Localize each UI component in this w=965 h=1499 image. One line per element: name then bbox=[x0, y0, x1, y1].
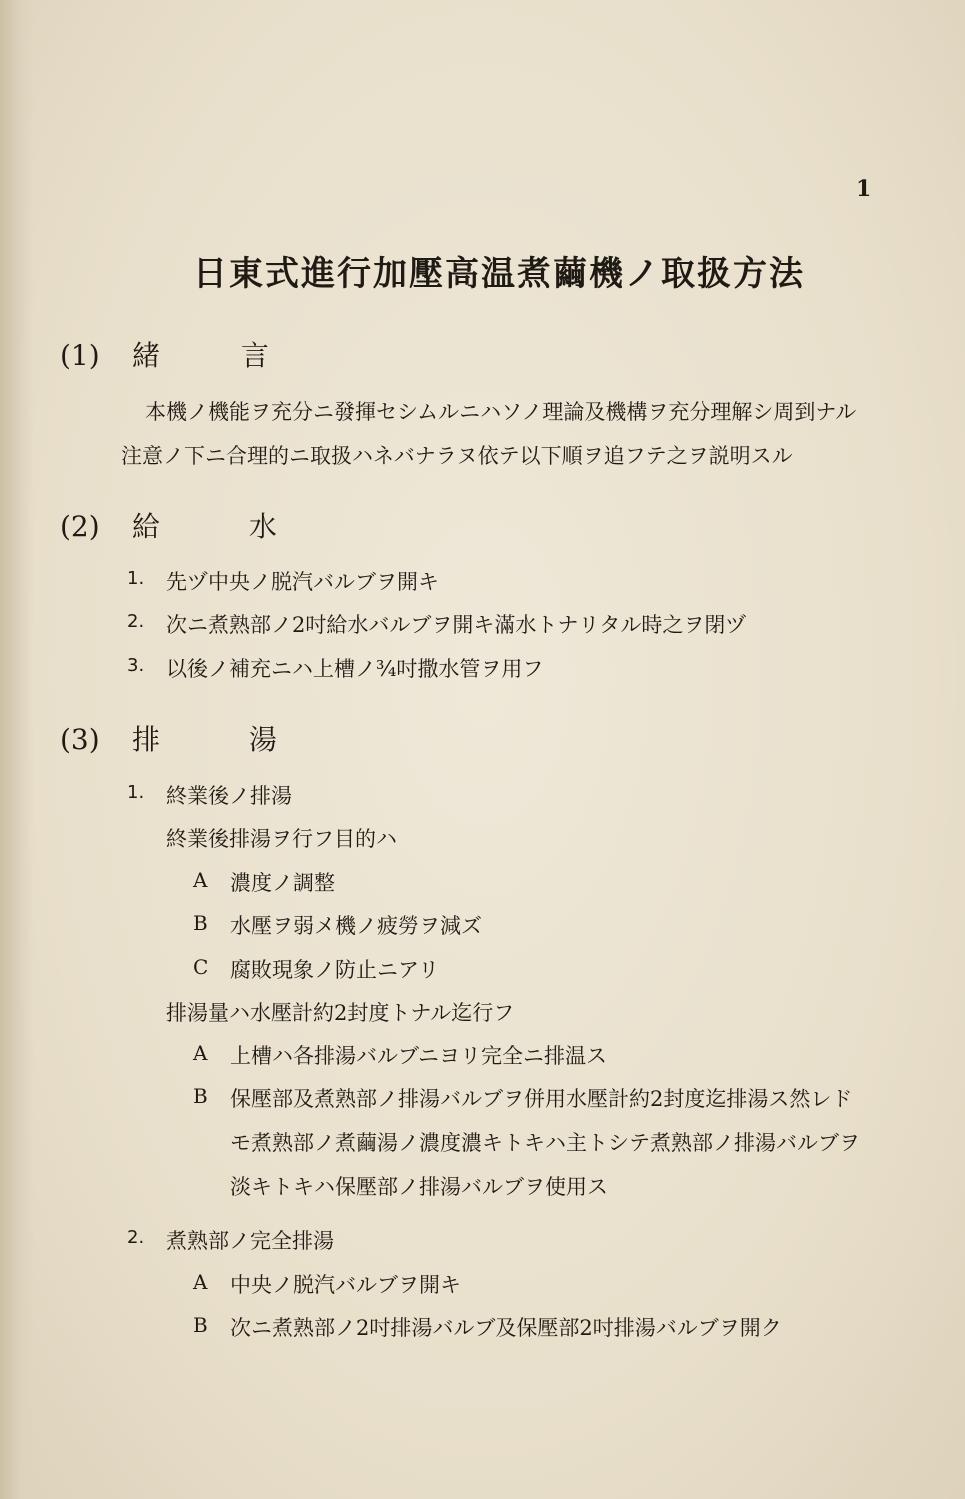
sub-list-label: A bbox=[193, 1270, 208, 1294]
paragraph-line: 終業後排湯ヲ行フ目的ハ bbox=[166, 827, 397, 851]
section-number: (3) bbox=[60, 723, 100, 756]
sub-list-label: A bbox=[193, 868, 208, 892]
sub-list-label: C bbox=[193, 955, 209, 979]
list-number: 1. bbox=[127, 568, 145, 589]
paragraph-line: 本機ノ機能ヲ充分ニ發揮セシムルニハソノ理論及機構ヲ充分理解シ周到ナル bbox=[145, 400, 857, 424]
paragraph-line: 注意ノ下ニ合理的ニ取扱ハネバナラヌ依テ以下順ヲ追フテ之ヲ説明スル bbox=[121, 444, 793, 468]
page-spine-shadow bbox=[0, 0, 34, 1499]
sub-list-label: B bbox=[193, 1084, 208, 1108]
list-number: 2. bbox=[127, 611, 145, 632]
list-number: 2. bbox=[127, 1227, 145, 1248]
sub-list-item: 保壓部及煮熟部ノ排湯バルブヲ併用水壓計約2封度迄排湯ス然レド bbox=[230, 1087, 853, 1111]
sub-list-item-continued: モ煮熟部ノ煮繭湯ノ濃度濃キトキハ主トシテ煮熟部ノ排湯バルブヲ bbox=[230, 1131, 860, 1155]
sub-list-item-continued: 淡キトキハ保壓部ノ排湯バルブヲ使用ス bbox=[230, 1175, 608, 1199]
list-number: 3. bbox=[127, 655, 145, 676]
document-title: 日東式進行加壓高温煮繭機ノ取扱方法 bbox=[193, 254, 805, 294]
sub-list-item: 中央ノ脱汽バルブヲ開キ bbox=[230, 1273, 461, 1297]
sub-list-item: 水壓ヲ弱メ機ノ疲勞ヲ減ズ bbox=[230, 914, 482, 938]
section-3-heading bbox=[60, 718, 317, 758]
section-1-heading bbox=[60, 334, 305, 374]
sub-list-label: A bbox=[193, 1041, 208, 1065]
section-title: 給 水 bbox=[132, 510, 317, 543]
section-number: (2) bbox=[60, 510, 100, 543]
list-number: 1. bbox=[127, 782, 145, 803]
sub-list-item: 次ニ煮熟部ノ2吋排湯バルブ及保壓部2吋排湯バルブヲ開ク bbox=[230, 1316, 782, 1340]
paragraph-line: 排湯量ハ水壓計約2封度トナル迄行フ bbox=[166, 1001, 515, 1025]
section-2-heading bbox=[60, 505, 317, 545]
list-item: 先ヅ中央ノ脱汽バルブヲ開キ bbox=[166, 570, 439, 594]
list-item: 以後ノ補充ニハ上槽ノ¾吋撒水管ヲ用フ bbox=[166, 657, 544, 681]
page-number: 1 bbox=[856, 176, 872, 202]
section-title: 排 湯 bbox=[132, 723, 317, 756]
sub-list-item: 上槽ハ各排湯バルブニヨリ完全ニ排温ス bbox=[230, 1044, 607, 1068]
list-item: 煮熟部ノ完全排湯 bbox=[166, 1229, 334, 1253]
sub-list-item: 濃度ノ調整 bbox=[230, 871, 335, 895]
sub-list-label: B bbox=[193, 1313, 208, 1337]
section-title: 緒 言 bbox=[132, 339, 305, 372]
sub-list-label: B bbox=[193, 911, 208, 935]
sub-list-item: 腐敗現象ノ防止ニアリ bbox=[230, 958, 440, 982]
section-number: (1) bbox=[60, 339, 100, 372]
list-item: 次ニ煮熟部ノ2吋給水バルブヲ開キ滿水トナリタル時之ヲ閉ヅ bbox=[166, 613, 747, 637]
list-item: 終業後ノ排湯 bbox=[166, 784, 292, 808]
